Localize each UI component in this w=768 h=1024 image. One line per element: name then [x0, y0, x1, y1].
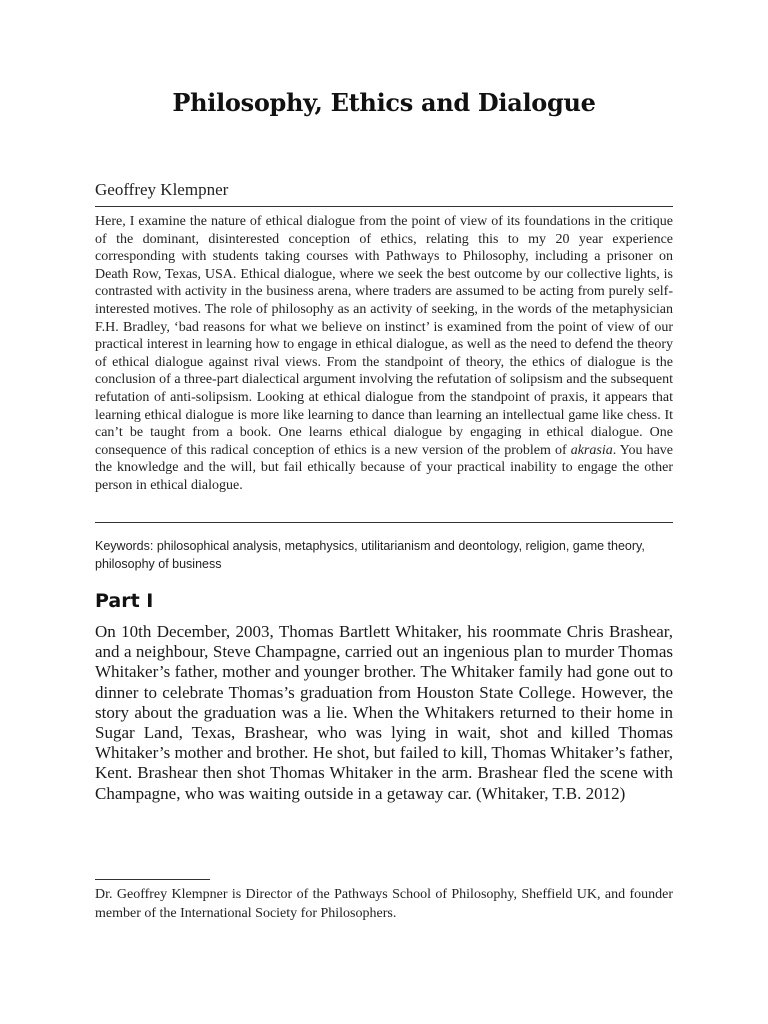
- section-heading: Part I: [95, 590, 154, 612]
- author-name: Geoffrey Klempner: [95, 180, 229, 199]
- keywords: Keywords: philosophical analysis, metaphysics, utilitarianism and deontology, religion, game theory, philosophy of business: [95, 539, 645, 571]
- body-paragraph: On 10th December, 2003, Thomas Bartlett Whitaker, his roommate Chris Brashear, and a neighbour, Steve Champagne, carried out an ingenious plan to murder Thomas Whitaker’s father, mother and younger brother. The Whitaker family had gone out to dinner to celebrate Thomas’s graduation from Houston State College. However, the story about the graduation was a lie. When the Whitakers returned to their home in Sugar Land, Texas, Brashear, who was lying in wait, shot and killed Thomas Whitaker’s mother and brother. He shot, but failed to kill, Thomas Whitaker’s father, Kent. Brashear then shot Thomas Whitaker in the arm. Brashear fled the scene with Champagne, who was waiting outside in a getaway car. (Whitaker, T.B. 2012): [95, 622, 673, 803]
- footnote: Dr. Geoffrey Klempner is Director of the Pathways School of Philosophy, Sheffield UK, and founder member of the International Society for Philosophers.: [95, 887, 673, 921]
- abstract-text-part-1: Here, I examine the nature of ethical dialogue from the point of view of its foundations in the critique of the dominant, disinterested conception of ethics, relating this to my 20 year experience corresponding with students taking courses with Pathways to Philosophy, including a prisoner on Death Row, Texas, USA. Ethical dialogue, where we seek the best outcome by our collective lights, is contrasted with activity in the business arena, where traders are assumed to be acting from purely self-interested motives. The role of philosophy as an activity of seeking, in the words of the metaphysician F.H. Bradley, ‘bad reasons for what we believe on instinct’ is examined from the point of view of our practical interest in learning how to engage in ethical dialogue, as well as the need to defend the theory of ethical dialogue against rival views. From the standpoint of theory, the ethics of dialogue is the conclusion of a three-part dialectical argument involving the refutation of solipsism and the subsequent refutation of anti-solipsism. Looking at ethical dialogue from the standpoint of praxis, it appears that learning ethical dialogue is more like learning to dance than learning an intellectual game like chess. It can’t be taught from a book. One learns ethical dialogue by engaging in ethical dialogue. One consequence of this radical conception of ethics is a new version of the problem of: [95, 214, 673, 458]
- abstract-bottom-rule: [95, 522, 673, 523]
- abstract-italic-term: akrasia: [570, 442, 613, 458]
- footnote-rule: [95, 879, 210, 880]
- abstract: [95, 213, 673, 495]
- article-title: Philosophy, Ethics and Dialogue: [172, 88, 596, 117]
- abstract-text-part-2: . You have the knowledge and the will, but fail ethically because of your practical inability to engage the other person in ethical dialogue.: [95, 442, 673, 493]
- abstract-top-rule: [95, 206, 673, 207]
